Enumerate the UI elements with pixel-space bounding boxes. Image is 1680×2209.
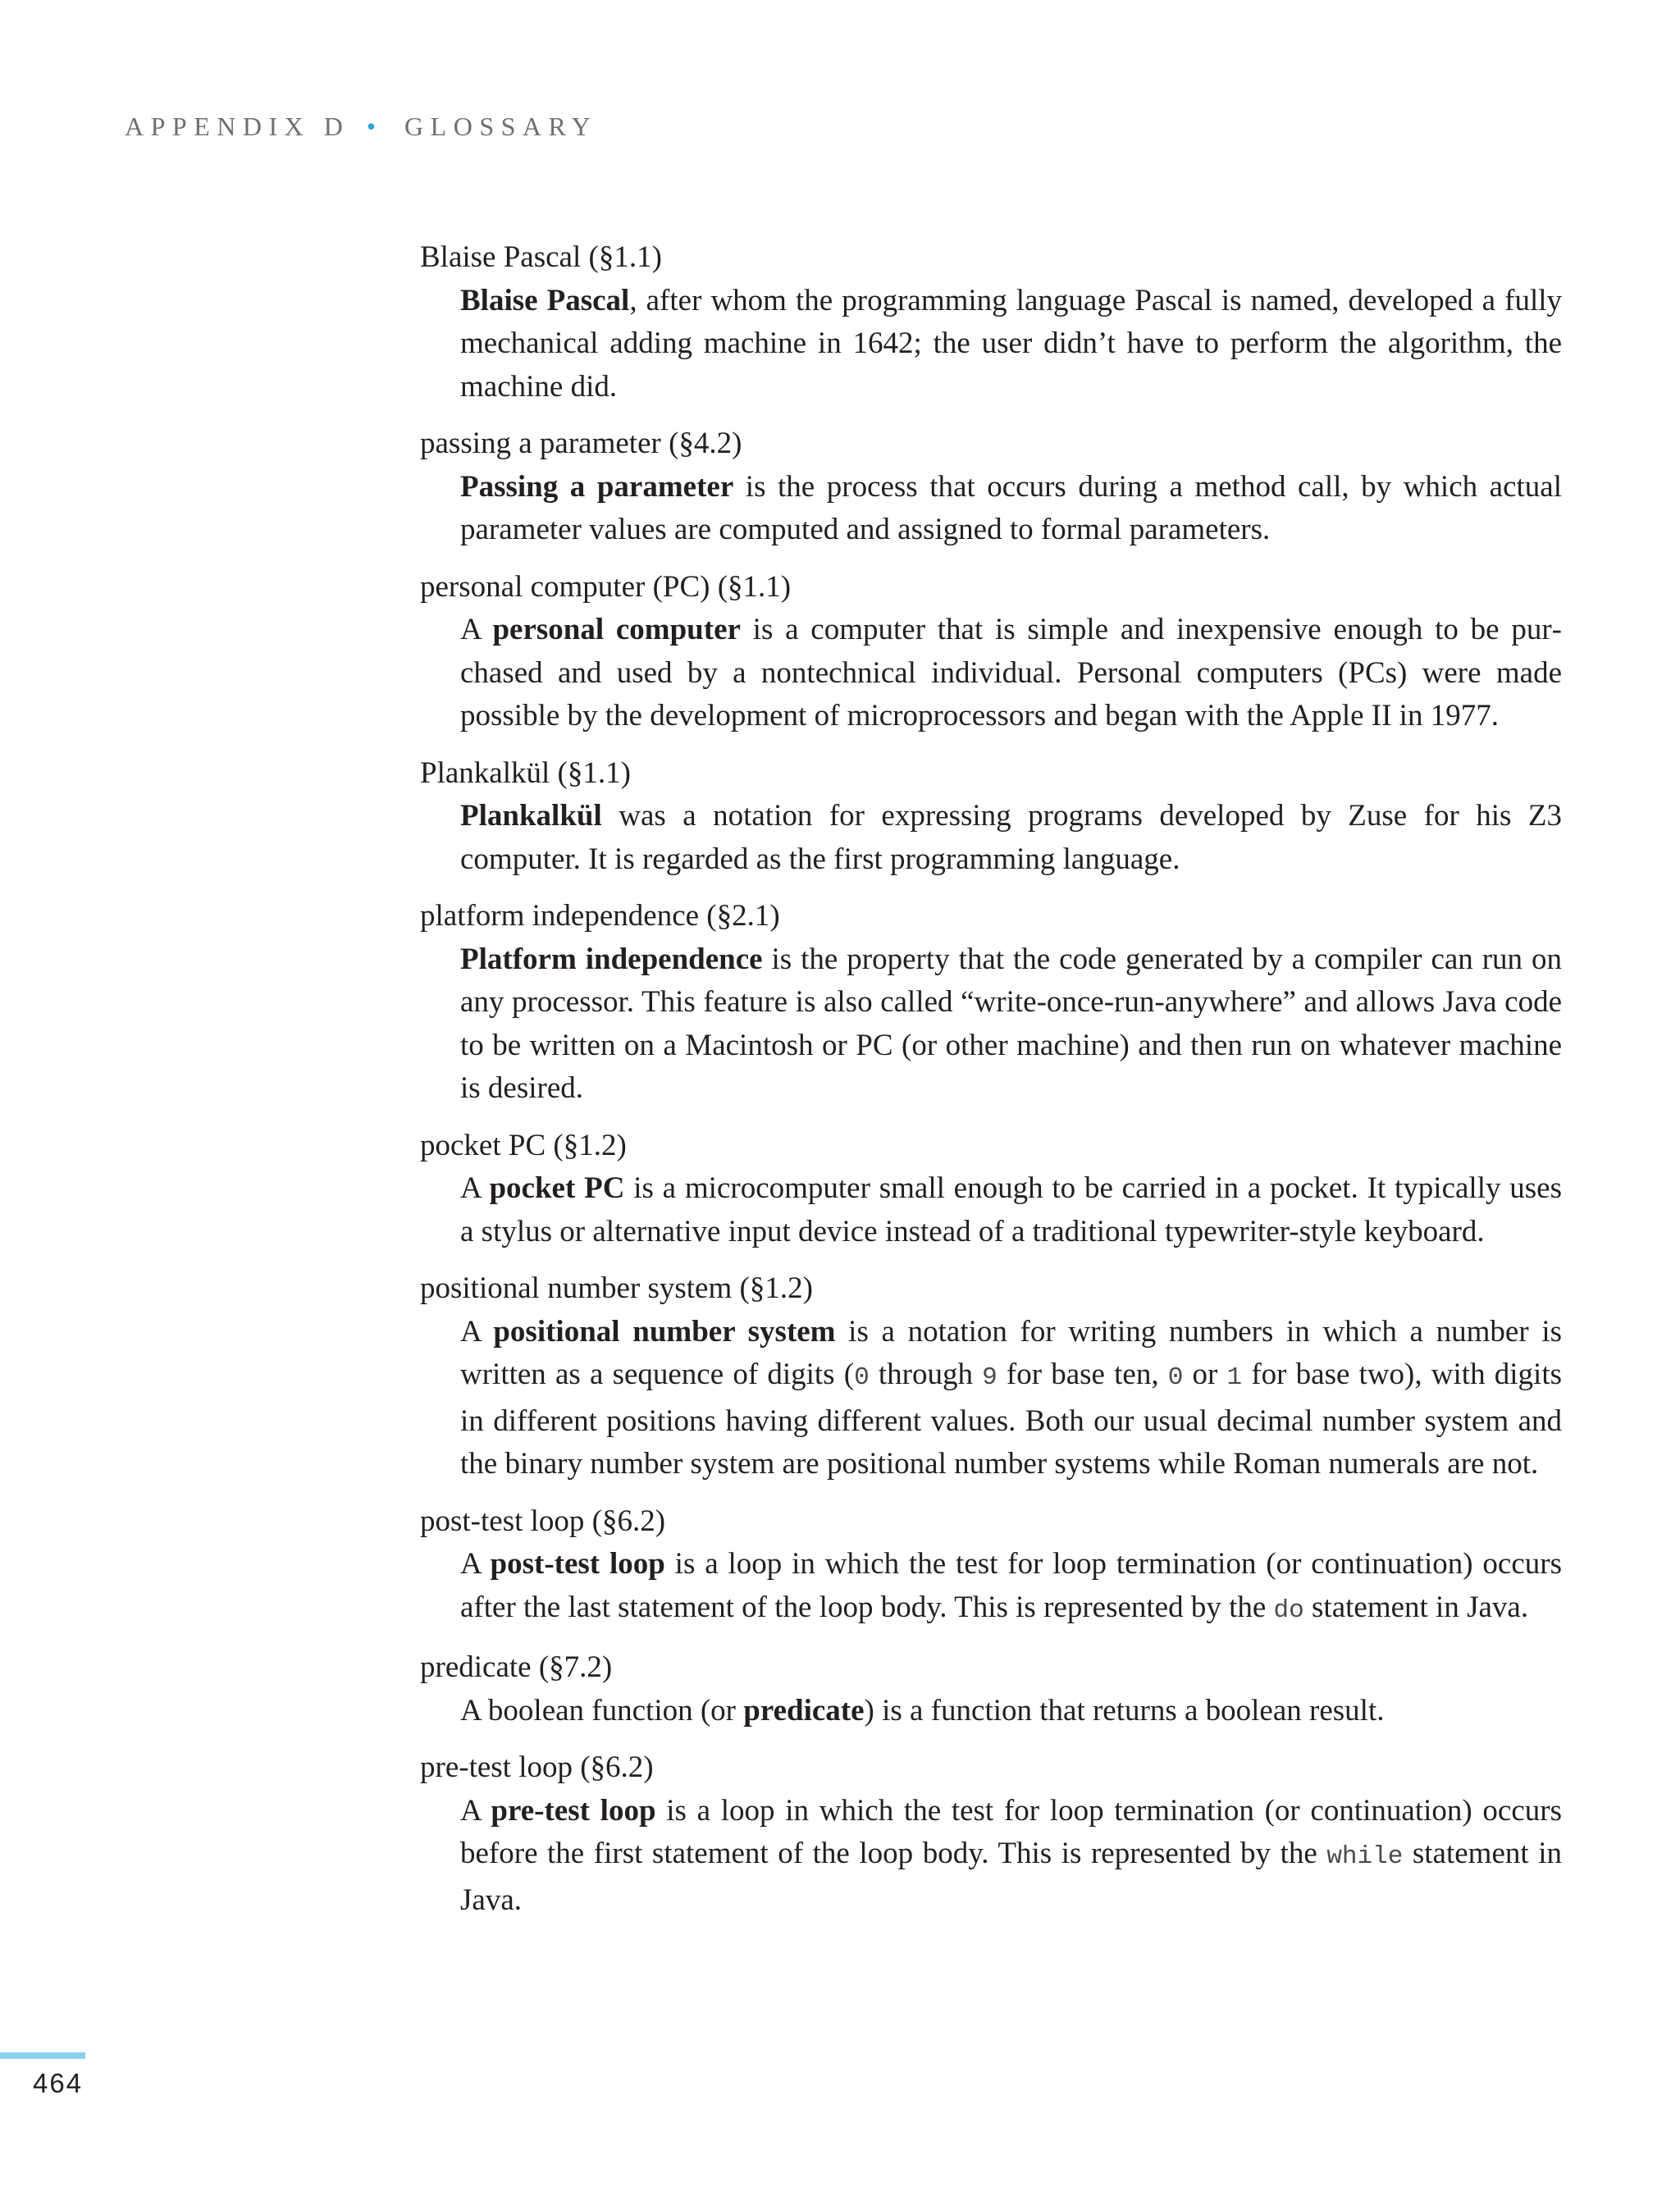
defined-term: Platform independence — [460, 942, 763, 976]
definition-text: A — [460, 1793, 491, 1828]
glossary-definition — [460, 609, 1562, 738]
glossary-entry — [420, 566, 1562, 738]
glossary-term: platform independence (§2.1) — [420, 899, 780, 933]
glossary-term: pocket PC (§1.2) — [420, 1128, 627, 1162]
glossary-entry — [420, 422, 1562, 552]
glossary-entry — [420, 1267, 1562, 1486]
glossary-definition — [460, 1690, 1562, 1733]
definition-text: for base ten, — [997, 1358, 1168, 1391]
defined-term: pre-test loop — [491, 1793, 656, 1828]
code-literal: 9 — [982, 1363, 998, 1392]
definition-text: is the process that occurs during a method call, by which actual parameter values are computed and assigned to formal parameters. — [460, 469, 1562, 546]
glossary-definition — [460, 1167, 1562, 1253]
glossary-term: predicate (§7.2) — [420, 1650, 613, 1684]
page-number-bar — [0, 2052, 85, 2059]
code-literal: 0 — [1167, 1363, 1184, 1392]
defined-term: post-test loop — [490, 1547, 665, 1581]
glossary-definition — [460, 466, 1562, 552]
definition-text: A — [460, 1314, 494, 1349]
definition-text: A — [460, 1171, 490, 1205]
code-literal: while — [1326, 1842, 1404, 1871]
running-head-part: APPENDIX D — [125, 112, 350, 141]
defined-term: Plankalkül — [460, 799, 602, 833]
definition-text: was a notation for expressing programs developed by Zuse for his Z3 computer. It is regarded as the first programming language. — [460, 799, 1562, 876]
definition-text: is a computer that is simple and inexpensive enough to be purchased and used by a nontechnical individual. Personal computers (PCs) were made possible by the development of microprocessors and began with the Apple II in 1977. — [460, 613, 1562, 733]
definition-text: A — [460, 1547, 491, 1581]
defined-term: positional number system — [493, 1314, 836, 1349]
definition-text: is a notation for writing numbers in which a number is written as a sequence of digits ( — [460, 1314, 1563, 1391]
defined-term: Passing a parameter — [460, 469, 734, 504]
glossary-entry — [420, 236, 1562, 408]
definition-text: through — [869, 1358, 983, 1391]
page-number: 464 — [33, 2068, 84, 2098]
running-head — [125, 112, 597, 142]
definition-text: ) is a function that returns a boolean result. — [864, 1693, 1385, 1727]
glossary-entry — [420, 1125, 1562, 1254]
definition-text: , after whom the programming language Pascal is named, developed a fully mechanical adding machine in 1642; the user didn’t have to perform the algorithm, the machine did. — [460, 283, 1562, 404]
running-head-title: GLOSSARY — [404, 112, 598, 141]
glossary-entry — [420, 752, 1562, 882]
definition-text: is a microcomputer small enough to be carried in a pocket. It typically uses a stylus or alternative input device instead of a traditional typewriter-style keyboard. — [460, 1171, 1562, 1248]
definition-text: is a loop in which the test for loop termination (or continuation) occurs before the first statement of the loop body. This is represented by the — [460, 1793, 1562, 1870]
glossary-definition — [460, 1311, 1562, 1486]
defined-term: personal computer — [492, 613, 741, 646]
code-literal: 1 — [1226, 1363, 1243, 1392]
definition-text: or — [1183, 1358, 1227, 1391]
glossary-entry — [420, 895, 1562, 1111]
definition-text: for base two), with digits in different positions having different values. Both our usual decimal number system and the binary number system are positional number systems while Roman numerals are not. — [460, 1358, 1562, 1481]
glossary-entries — [420, 236, 1562, 1936]
glossary-term: pre-test loop (§6.2) — [420, 1750, 654, 1784]
glossary-term: Plankalkül (§1.1) — [420, 755, 631, 790]
glossary-definition — [460, 280, 1562, 409]
glossary-term: passing a parameter (§4.2) — [420, 427, 742, 460]
glossary-entry — [420, 1500, 1562, 1633]
definition-text: statement in Java. — [460, 1837, 1562, 1917]
definition-text: A — [460, 613, 493, 646]
glossary-definition — [460, 795, 1562, 881]
glossary-entry — [420, 1746, 1562, 1922]
glossary-term: Blaise Pascal (§1.1) — [420, 240, 662, 274]
definition-text: A boolean function (or — [460, 1693, 744, 1727]
definition-text: is the property that the code generated by a compiler can run on any processor. This feature is also called “write-once-run-anywhere” and allows Java code to be written on a Macintosh or PC (or other machine) and then run on whatever machine is desired. — [460, 942, 1563, 1105]
definition-text: is a loop in which the test for loop termination (or continuation) occurs after the last statement of the loop body. This is represented by the — [460, 1547, 1562, 1624]
glossary-definition — [460, 938, 1562, 1111]
glossary-entry — [420, 1646, 1562, 1732]
glossary-definition — [460, 1543, 1562, 1632]
defined-term: predicate — [743, 1693, 865, 1727]
defined-term: pocket PC — [489, 1171, 625, 1205]
glossary-definition — [460, 1790, 1562, 1923]
glossary-term: positional number system (§1.2) — [420, 1271, 813, 1305]
code-literal: do — [1273, 1595, 1304, 1625]
code-literal: 0 — [854, 1363, 870, 1392]
defined-term: Blaise Pascal — [460, 283, 630, 317]
glossary-term: personal computer (PC) (§1.1) — [420, 569, 792, 604]
definition-text: statement in Java. — [1303, 1590, 1529, 1624]
running-head-separator: • — [366, 112, 383, 141]
glossary-term: post-test loop (§6.2) — [420, 1504, 666, 1538]
